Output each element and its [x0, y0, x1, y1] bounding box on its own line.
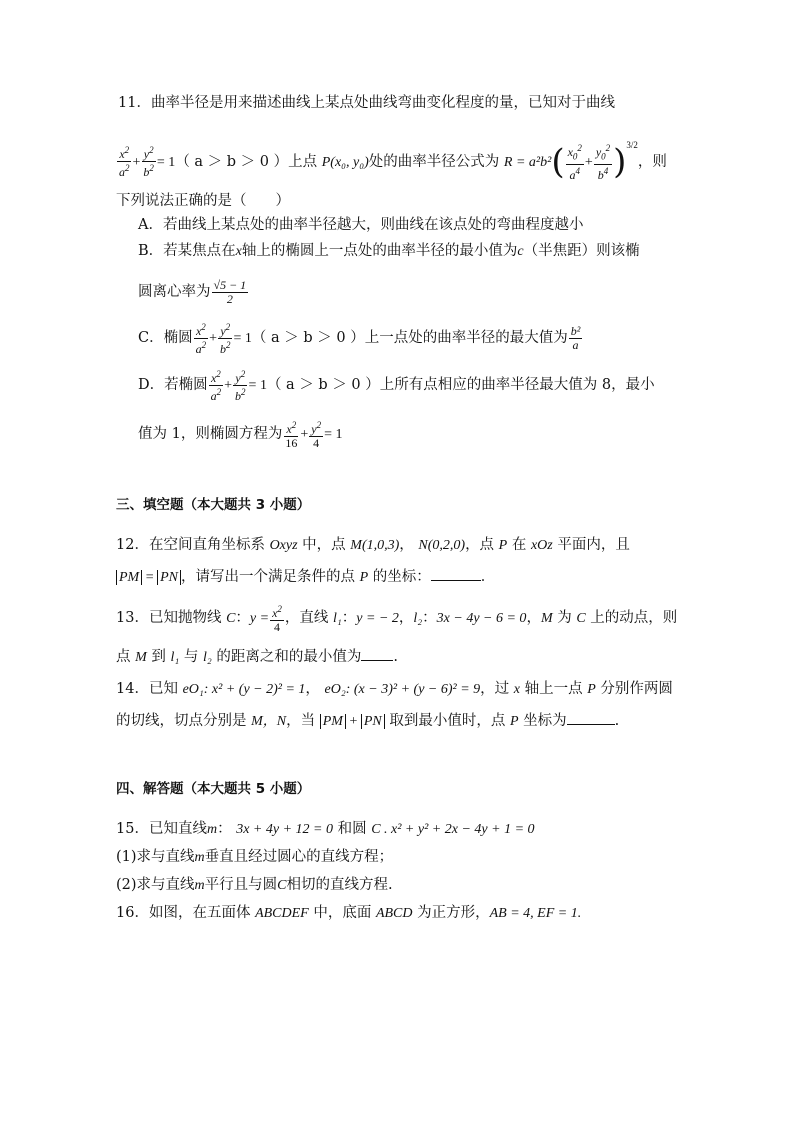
- section-3-title: 三、填空题（本大题共 3 小题）: [116, 497, 311, 513]
- q14-p: P: [587, 682, 596, 697]
- q12-text1: 12．在空间直角坐标系: [116, 537, 270, 553]
- q16-condition: AB = 4, EF = 1.: [489, 906, 582, 921]
- q16-text1: 16．如图，在五面体: [116, 905, 256, 921]
- q14-line1: [116, 678, 673, 701]
- q13-m: M: [540, 611, 553, 626]
- q12-text6: 平面内，且: [552, 537, 630, 553]
- q14-text9: 坐标为: [518, 713, 567, 729]
- q11-option-c-frac: [569, 325, 583, 352]
- q11-condition: （ a ＞ b ＞ 0 ）上点: [175, 153, 322, 170]
- q16-line1: [116, 902, 581, 925]
- q14-text3: ，过: [480, 681, 514, 697]
- q14-line2: 的切线，切点分别是 M，N，当 PM + PN 取到最小值时，点 P 坐标为 .: [116, 710, 619, 733]
- q15-part2: (2)求与直线m平行且与圆C相切的直线方程.: [116, 877, 393, 893]
- q15-part2-text3: 相切的直线方程.: [286, 877, 393, 893]
- q11-ellipse-y-frac: $\frac{y^2}{b^2}$: [143, 145, 154, 180]
- q11-option-c-text1: C．椭圆: [138, 330, 193, 346]
- q13-text5: ，: [398, 610, 414, 626]
- q13-text12: 与: [179, 649, 203, 665]
- q14-answer-blank[interactable]: [567, 710, 615, 725]
- q12-point-n: N(0,2,0): [418, 538, 466, 553]
- q11-ellipse-x-frac: $\frac{x^2}{a^2}$: [119, 145, 130, 180]
- q14-circle-o1-eq: : x² + (y − 2)² = 1: [203, 682, 306, 697]
- q13-y-eq: y =: [249, 611, 270, 626]
- q12-end: ．: [480, 569, 496, 585]
- q11-option-c-num: b²: [570, 323, 581, 338]
- q12-line2: PM = PN ，请写出一个满足条件的点 P 的坐标： ．: [116, 566, 495, 589]
- q15-text1: 15．已知直线: [116, 821, 207, 837]
- q16-text3: 为正方形，: [412, 905, 490, 921]
- q15-text3: 和圆: [332, 821, 372, 837]
- q11-option-b-cont: [138, 272, 249, 312]
- q15-c: C: [277, 878, 287, 893]
- q11-option-a: [138, 214, 583, 236]
- q12-abs-pn: PN: [157, 570, 181, 585]
- q15-m: m: [206, 822, 218, 837]
- q11-option-c: C．椭圆 $\frac{x^2}{a^2}$ + $\frac{y^2}{b^2}$ = 1（ a ＞ b ＞ 0 ）上一点处的曲率半径的最大值为 $\frac{\text{b²}}{a}$: [138, 321, 581, 356]
- q15-part1-text2: 垂直且经过圆心的直线方程；: [204, 849, 394, 865]
- q12-text7: ，请写出一个满足条件的点: [181, 569, 360, 585]
- q16-text2: 中，底面: [308, 905, 376, 921]
- q13-text9: 上的动点，则: [585, 610, 678, 626]
- q12-text8: 的坐标：: [368, 569, 431, 585]
- q11-formula-r: R = a²b²: [503, 154, 552, 170]
- q14-text8: 取到最小值时，点: [384, 713, 510, 729]
- q13-line1: 13．已知抛物线 C：y = $\frac{x^2}{4}$ ，直线 l₁：y = − 2，l₂：3x − 4y − 6 = 0，M 为 C 上的动点，则: [116, 603, 678, 634]
- q11-formula-frac-x: $\frac{x_0^2}{a^4}$: [567, 143, 582, 182]
- q13-l1: l₁: [333, 611, 342, 626]
- q11-stem: 曲率半径是用来描述曲线上某点处曲线弯曲变化程度的量，已知对于曲线: [150, 95, 615, 111]
- q11-option-d-eq-tail: = 1: [324, 427, 343, 442]
- q12-oxyz: Oxyz: [269, 538, 298, 553]
- q13-text13: 的距离之和的最小值为: [211, 649, 362, 665]
- q11-formula-frac-y: $\frac{y_0^2}{b^4}$: [595, 143, 611, 182]
- q11-formula-tail: ，则: [637, 153, 667, 170]
- q11-option-b-frac-den: 2: [226, 291, 233, 306]
- q15-text2: ：: [217, 821, 237, 837]
- q16-base: ABCD: [375, 906, 413, 921]
- q13-l1-eq: y = − 2: [356, 611, 399, 626]
- q11-option-d-text1: D．若椭圆: [138, 377, 208, 393]
- q16-solid: ABCDEF: [255, 906, 309, 921]
- q14-text5: 分别作两圆: [595, 681, 673, 697]
- q11-number: 11．: [118, 95, 151, 111]
- q11-point: P: [321, 154, 331, 170]
- q13-text4: ：: [341, 610, 357, 626]
- q14-circle-o1: eO₁: [182, 682, 204, 697]
- q14-x: x: [513, 682, 520, 697]
- q13-text11: 到: [146, 649, 171, 665]
- q11-line1: [118, 92, 615, 114]
- q11-option-b-text3: （半焦距）则该椭: [523, 243, 640, 259]
- q13-text6: ：: [422, 610, 437, 626]
- q13-parabola-frac: $\frac{x^2}{4}$: [272, 603, 282, 634]
- q15-part2-text1: (2)求与直线: [116, 877, 195, 893]
- q13-l2-eq: 3x − 4y − 6 = 0: [436, 611, 527, 626]
- q11-option-b: [138, 240, 640, 263]
- q11-point-coords: (x₀, y₀): [330, 154, 369, 170]
- q13-l2: l₂: [413, 611, 423, 626]
- q11-option-d: D．若椭圆 $\frac{x^2}{a^2}$ + $\frac{y^2}{b^2}$ = 1（ a ＞ b ＞ 0 ）上所有点相应的曲率半径最大值为 8，最小: [138, 368, 655, 403]
- q15-part2-text2: 平行且与圆: [204, 877, 278, 893]
- q13-text1: 13．已知抛物线: [116, 610, 227, 626]
- q13-text7: ，: [526, 610, 541, 626]
- q11-stem-prompt: 下列说法正确的是（ ）: [116, 193, 290, 209]
- q11-formula-exponent: 3/2: [626, 140, 638, 150]
- q15-part1-text1: (1)求与直线: [116, 849, 195, 865]
- q14-end: .: [614, 713, 620, 729]
- q12-text3: ，: [399, 537, 419, 553]
- q14-text6: 的切线，切点分别是: [116, 713, 252, 729]
- q12-answer-blank[interactable]: [431, 566, 481, 581]
- q14-text2: ，: [305, 681, 325, 697]
- q13-text8: 为: [552, 610, 577, 626]
- q11-formula-intro: 处的曲率半径公式为: [368, 153, 504, 170]
- q15-circle-eq: C . x² + y² + 2x − 4y + 1 = 0: [371, 822, 535, 837]
- q14-text7: ，当: [286, 713, 320, 729]
- q14-text4: 轴上一点: [519, 681, 588, 697]
- q12-line1: [116, 534, 630, 557]
- q11-option-b-frac-num: √5 − 1: [213, 277, 247, 292]
- q11-option-b-text2: 轴上的椭圆上一点处的曲率半径的最小值为: [241, 243, 518, 259]
- q14-mn: M，N: [251, 714, 287, 729]
- q11-option-b-x: x: [235, 244, 242, 259]
- q11-line3: [116, 190, 290, 212]
- q13-text10: 点: [116, 649, 136, 665]
- q15-line-eq: 3x + 4y + 12 = 0: [236, 822, 333, 837]
- q11-option-b-text1: B．若某焦点在: [138, 243, 236, 259]
- q12-text5: 在: [507, 537, 531, 553]
- q12-text4: ，点: [465, 537, 499, 553]
- q14-circle-o2: eO₂: [324, 682, 346, 697]
- q11-option-d-text2: （ a ＞ b ＞ 0 ）上所有点相应的曲率半径最大值为 8，最小: [266, 377, 655, 393]
- q11-option-b-text4: 圆离心率为: [138, 284, 211, 300]
- q11-option-b-eccentricity: [212, 279, 249, 306]
- q11-option-d-text3: 值为 1，则椭圆方程为: [138, 426, 283, 442]
- q13-c: C: [226, 611, 236, 626]
- q13-end: .: [393, 649, 398, 665]
- q11-option-b-c: c: [517, 244, 524, 259]
- q11-line2: $\frac{x^2}{a^2}$ + $\frac{y^2}{b^2}$ = 1（ a ＞ b ＞ 0 ）上点 P(x₀, y₀)处的曲率半径公式为 R = a²b²( $\frac{x_0^2}{a^4}$ + $\frac{y_0^2}{b^4}$ )$^{3/2}$，则: [119, 140, 667, 182]
- q15-line1: [116, 818, 535, 841]
- q12-abs-pm: PM: [116, 570, 142, 585]
- q11-option-a-text: A．若曲线上某点处的曲率半径越大，则曲线在该点处的弯曲程度越小: [138, 217, 584, 233]
- section-4-title: 四、解答题（本大题共 5 小题）: [116, 781, 311, 797]
- q13-answer-blank[interactable]: [361, 646, 393, 661]
- q13-text3: ，直线: [284, 610, 334, 626]
- q11-option-d-cont: 值为 1，则椭圆方程为 $\frac{x^2}{16}$ + $\frac{y^2}{4}$ = 1: [138, 419, 343, 450]
- q11-option-c-den: a: [572, 337, 579, 352]
- q14-circle-o2-eq: : (x − 3)² + (y − 6)² = 9: [345, 682, 481, 697]
- q15-part1: (1)求与直线m垂直且经过圆心的直线方程；: [116, 849, 394, 865]
- q12-point-m: M(1,0,3): [350, 538, 400, 553]
- q13-text2: ：: [235, 610, 250, 626]
- q12-text2: 中，点: [297, 537, 351, 553]
- q12-point-p: P: [498, 538, 508, 553]
- q11-option-c-text2: （ a ＞ b ＞ 0 ）上一点处的曲率半径的最大值为: [251, 330, 568, 346]
- q12-xoz: xOz: [530, 538, 553, 553]
- q14-text1: 14．已知: [116, 681, 183, 697]
- q13-line2: 点 M 到 l₁ 与 l₂ 的距离之和的最小值为 .: [116, 646, 398, 669]
